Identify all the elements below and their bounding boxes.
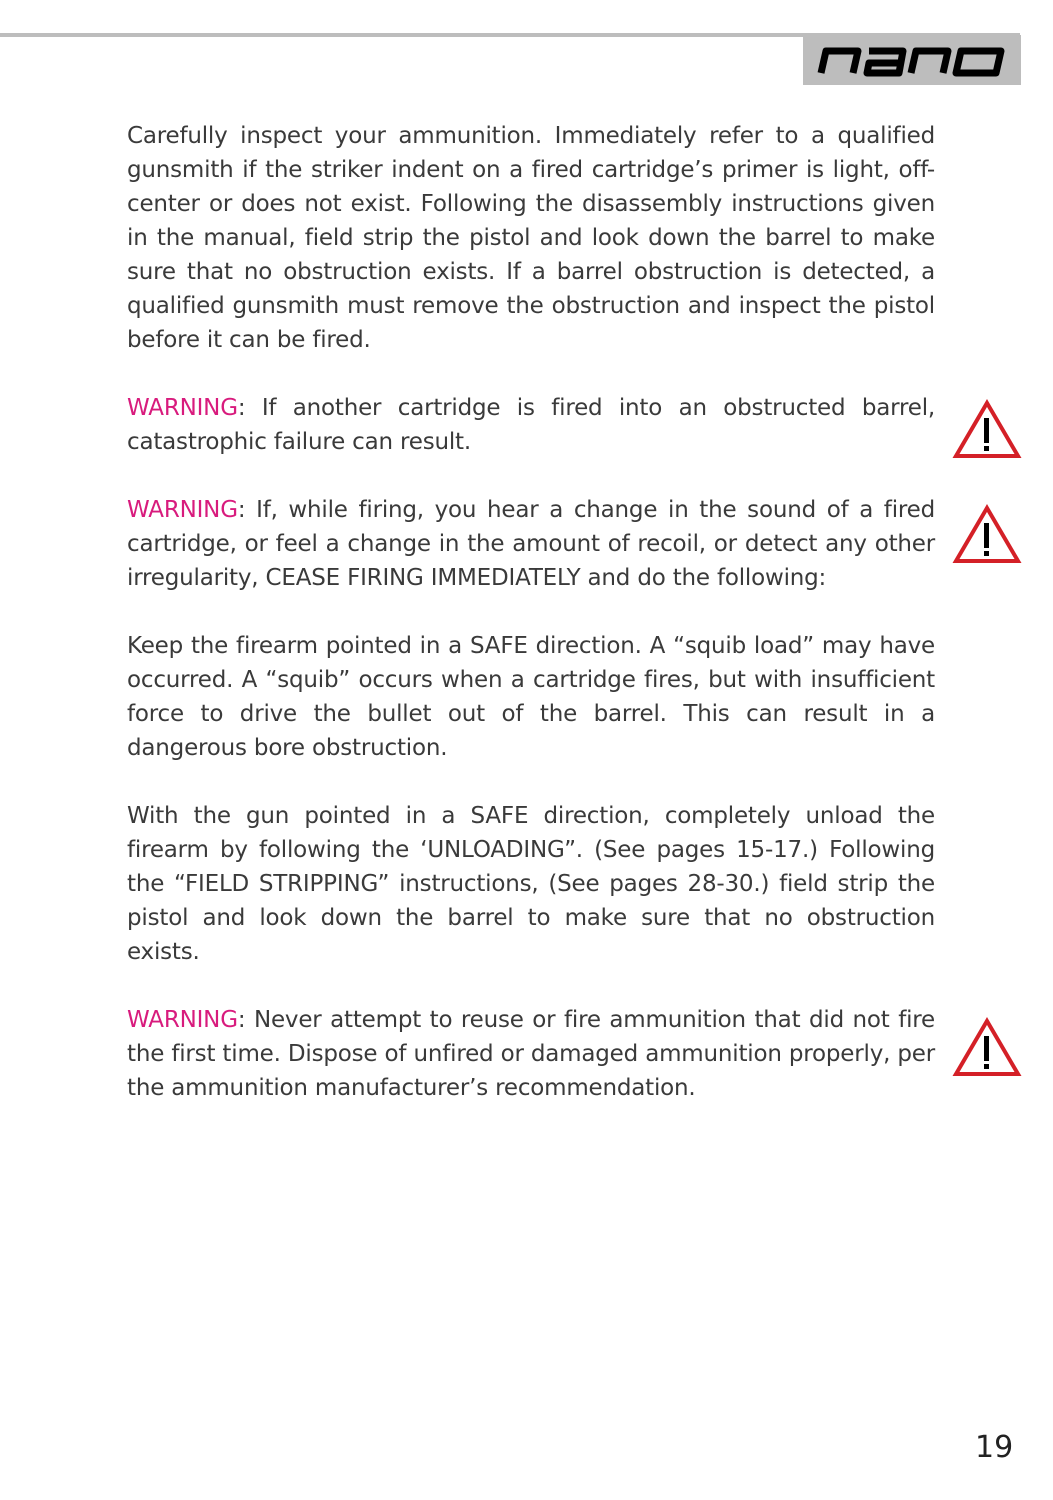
warning-triangle-icon bbox=[952, 1016, 1022, 1078]
warning-triangle-icon bbox=[952, 398, 1022, 460]
paragraph-ammunition-inspection: Carefully inspect your ammunition. Immediately refer to a qualified gunsmith if the striker indent on a fired cartridge’s primer is light, off-center or does not exist. Following the disassembly instructions given in the manual, field strip the pistol and look down the barrel to make sure that no obstruction exists. If a barrel obstruction is detected, a qualified gunsmith must remove the obstruction and inspect the pistol before it can be fired. bbox=[127, 123, 935, 353]
warning-label: WARNING bbox=[127, 395, 238, 421]
brand-logo-box bbox=[803, 35, 1021, 85]
warning-triangle-icon bbox=[952, 503, 1022, 565]
warning-label: WARNING bbox=[127, 497, 238, 523]
page-content bbox=[127, 119, 935, 1105]
warning-unfired-ammunition: WARNING: Never attempt to reuse or fire ammunition that did not fire the first time. Dispose of unfired or damaged ammunition properly, per the ammunition manufacturer’s recommendation. bbox=[127, 1007, 935, 1101]
warning-cease-firing: WARNING: If, while firing, you hear a change in the sound of a fired cartridge, or feel a change in the amount of recoil, or detect any other irregularity, CEASE FIRING IMMEDIATELY and do the following: bbox=[127, 497, 935, 591]
warning-obstructed-barrel: WARNING: If another cartridge is fired into an obstructed barrel, catastrophic failure can result. bbox=[127, 395, 935, 455]
paragraph-unload-instructions: With the gun pointed in a SAFE direction, completely unload the firearm by following the ‘UNLOADING”. (See pages 15-17.) Following the “FIELD STRIPPING” instructions, (See pages 28-30.) field strip the pistol and look down the barrel to make sure that no obstruction exists. bbox=[127, 803, 935, 965]
warning-text: If, while firing, you hear a change in the sound of a fired cartridge, or feel a change in the amount of recoil, or detect any other irregularity, CEASE FIRING IMMEDIATELY and do the following: bbox=[127, 497, 935, 591]
warning-label: WARNING bbox=[127, 1007, 238, 1033]
warning-text: Never attempt to reuse or fire ammunition that did not fire the first time. Dispose of unfired or damaged ammunition properly, per the ammunition manufacturer’s recommendation. bbox=[127, 1007, 935, 1101]
warning-text: If another cartridge is fired into an obstructed barrel, catastrophic failure can result. bbox=[127, 395, 935, 455]
paragraph-squib-load: Keep the firearm pointed in a SAFE direction. A “squib load” may have occurred. A “squib” occurs when a cartridge fires, but with insufficient force to drive the bullet out of the barrel. This can result in a dangerous bore obstruction. bbox=[127, 633, 935, 761]
nano-logo bbox=[803, 35, 1021, 85]
page-number: 19 bbox=[975, 1430, 1014, 1465]
